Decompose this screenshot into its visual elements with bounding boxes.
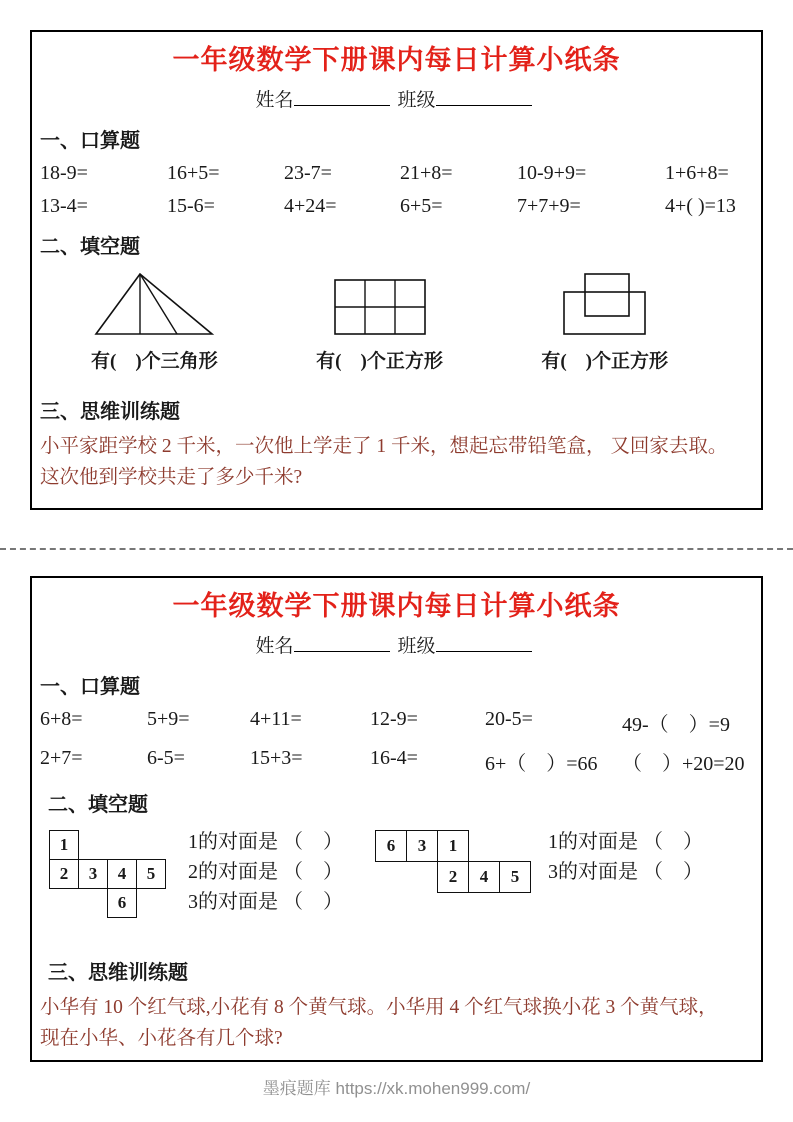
dashed-separator (0, 548, 793, 550)
oral-problem: 6-5= (147, 747, 185, 770)
oral-problem: 12-9= (370, 708, 418, 731)
net-cell: 3 (78, 859, 108, 889)
worksheet-title: 一年级数学下册课内每日计算小纸条 (172, 591, 621, 621)
thinking-problem-line: 现在小华、小花各有几个球? (40, 1027, 283, 1049)
oral-problem: 13-4= (40, 195, 88, 218)
net-cell: 6 (107, 888, 137, 918)
thinking-section-heading: 三、思维训练题 (48, 962, 188, 985)
opposite-question-line: 3的对面是 （ ） (188, 891, 343, 914)
overlap-squares-figure (562, 272, 648, 336)
oral-problem: 16-4= (370, 747, 418, 770)
oral-problem: 23-7= (284, 162, 332, 185)
oral-problem: 18-9= (40, 162, 88, 185)
class-label: 班级 (397, 636, 436, 658)
opposite-question-line: 1的对面是 （ ） (188, 831, 343, 854)
opposite-questions-left (188, 827, 348, 917)
net-cell: 5 (499, 861, 531, 893)
worksheet-title: 一年级数学下册课内每日计算小纸条 (172, 45, 621, 75)
oral-problem: 1+6+8= (665, 162, 729, 185)
square-grid-figure-block (316, 278, 443, 373)
worksheet-card-1 (30, 30, 763, 510)
oral-problems-grid (32, 708, 761, 776)
name-class-line (32, 85, 761, 112)
net-cell: 1 (49, 830, 79, 860)
net-cell: 4 (107, 859, 137, 889)
oral-problem: 2+7= (40, 747, 83, 770)
oral-problem: 16+5= (167, 162, 220, 185)
net-cell: 2 (49, 859, 79, 889)
name-label: 姓名 (255, 90, 294, 112)
oral-problem: 7+7+9= (517, 195, 581, 218)
figure-label: 有( )个正方形 (541, 351, 668, 373)
square-grid-figure (334, 278, 426, 336)
cube-net-figure-left (48, 829, 168, 920)
oral-problem: 15+3= (250, 747, 303, 770)
overlap-squares-figure-block (541, 272, 668, 373)
footer-site-text: 墨痕题库 https://xk.mohen999.com/ (262, 1079, 531, 1098)
name-blank (294, 86, 390, 106)
cube-net-figure-right (374, 829, 532, 894)
name-label: 姓名 (255, 636, 294, 658)
oral-problem: 5+9= (147, 708, 190, 731)
class-blank (436, 632, 532, 652)
thinking-problem-line: 这次他到学校共走了多少千米? (40, 466, 303, 488)
thinking-section-heading: 三、思维训练题 (40, 401, 180, 424)
net-cell: 4 (468, 861, 500, 893)
net-cell: 1 (437, 830, 469, 862)
figure-label: 有( )个正方形 (316, 351, 443, 373)
figure-label: 有( )个三角形 (91, 351, 218, 373)
oral-section-heading: 一、口算题 (40, 676, 140, 699)
class-blank (436, 86, 532, 106)
thinking-problem-line: 小平家距学校 2 千米，一次他上学走了 1 千米，想起忘带铅笔盒， 又回家去取。 (40, 436, 728, 458)
oral-problem: （ ）+20=20 (622, 753, 745, 776)
net-cell: 5 (136, 859, 166, 889)
oral-problems-grid (32, 162, 761, 218)
fill-section-heading: 二、填空题 (48, 794, 148, 817)
worksheet-card-2 (30, 576, 763, 1062)
oral-problem: 6+5= (400, 195, 443, 218)
opposite-question-line: 1的对面是 （ ） (548, 831, 703, 854)
oral-problem: 49-（ ）=9 (622, 714, 730, 737)
fill-figures-row (48, 827, 761, 920)
net-cell: 3 (406, 830, 438, 862)
opposite-question-line: 2的对面是 （ ） (188, 861, 343, 884)
oral-problem: 15-6= (167, 195, 215, 218)
thinking-problem-text (40, 432, 753, 492)
oral-problem: 4+11= (250, 708, 302, 731)
oral-section-heading: 一、口算题 (40, 130, 140, 153)
name-blank (294, 632, 390, 652)
oral-problem: 21+8= (400, 162, 453, 185)
thinking-problem-text (40, 993, 753, 1053)
triangle-figure-block (91, 272, 218, 373)
class-label: 班级 (397, 90, 436, 112)
oral-problem: 6+8= (40, 708, 83, 731)
triangle-figure (93, 272, 215, 336)
thinking-problem-line: 小华有 10 个红气球,小花有 8 个黄气球。小华用 4 个红气球换小花 3 个黄气球， (40, 997, 718, 1019)
page-root (0, 30, 793, 1099)
oral-problem: 4+24= (284, 195, 337, 218)
opposite-questions-right (548, 827, 703, 887)
oral-problem: 20-5= (485, 708, 533, 731)
oral-problem: 4+( )=13 (665, 195, 736, 218)
oral-problem: 6+（ ）=66 (485, 753, 598, 776)
figures-row (32, 272, 761, 373)
net-cell: 6 (375, 830, 407, 862)
fill-section-heading: 二、填空题 (40, 236, 140, 259)
net-cell: 2 (437, 861, 469, 893)
oral-problem: 10-9+9= (517, 162, 587, 185)
opposite-question-line: 3的对面是 （ ） (548, 861, 703, 884)
name-class-line (32, 631, 761, 658)
